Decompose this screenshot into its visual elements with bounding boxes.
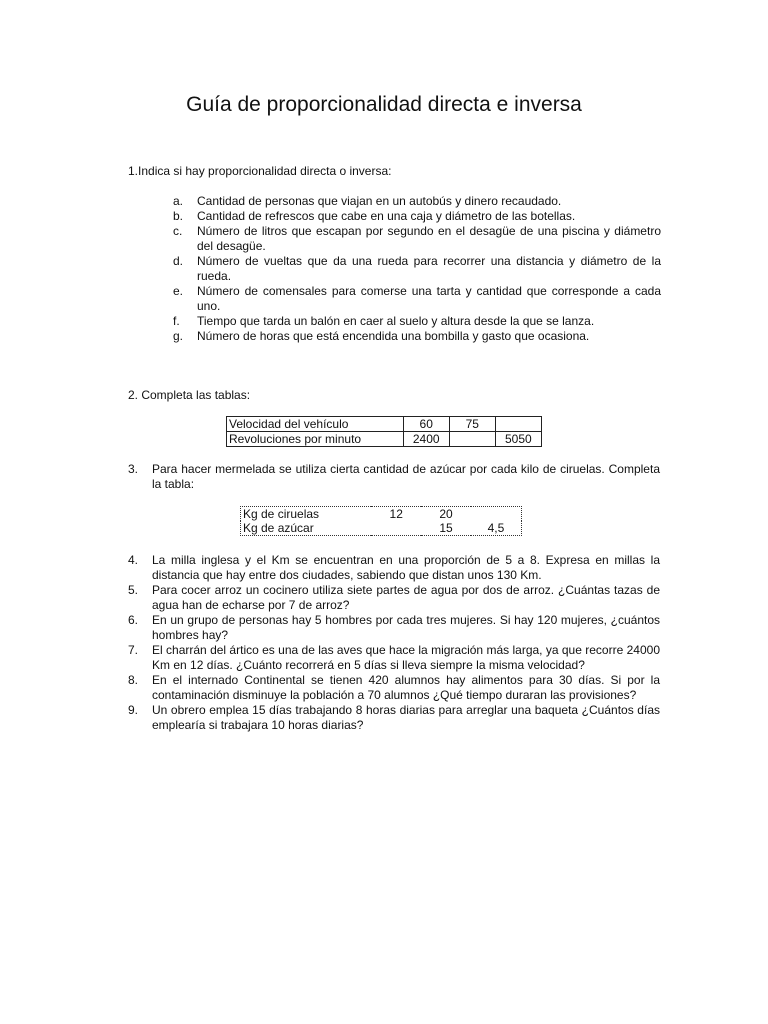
item-text: Número de horas que está encendida una bombilla y gasto que ocasiona. [197, 329, 590, 343]
item-number: 7. [128, 643, 139, 657]
item-text: Para hacer mermelada se utiliza cierta cantidad de azúcar por cada kilo de ciruelas. Completa la tabla: [152, 462, 660, 491]
item-text: En el internado Continental se tienen 420 alumnos hay alimentos para 30 días. Si por la contaminación disminuye la población a 70 alumnos ¿Qué tiempo duraran las provisiones? [152, 673, 660, 702]
list-item [128, 583, 660, 613]
table-row [227, 417, 542, 432]
row-label: Revoluciones por minuto [227, 432, 404, 447]
question-1-heading: 1.Indica si hay proporcionalidad directa o inversa: [128, 164, 392, 178]
plums-sugar-table [240, 506, 522, 536]
list-item [173, 194, 661, 209]
list-item [128, 613, 660, 643]
item-number: 6. [128, 613, 139, 627]
item-text: Cantidad de personas que viajan en un autobús y dinero recaudado. [197, 194, 562, 208]
list-item [173, 254, 661, 284]
item-letter: d. [173, 254, 184, 268]
table-cell: 60 [403, 417, 449, 432]
table-cell [495, 417, 541, 432]
item-letter: e. [173, 284, 184, 298]
item-text: Cantidad de refrescos que cabe en una caja y diámetro de las botellas. [197, 209, 576, 223]
table-cell [371, 521, 421, 536]
item-text: Tiempo que tarda un balón en caer al suelo y altura desde la que se lanza. [197, 314, 595, 328]
item-letter: c. [173, 224, 183, 238]
problems-list [128, 553, 660, 733]
table-cell: 20 [439, 507, 453, 521]
page-title: Guía de proporcionalidad directa e inversa [186, 93, 582, 116]
item-text: Para cocer arroz un cocinero utiliza siete partes de agua por dos de arroz. ¿Cuántas tazas de agua han de echarse por 7 de arroz? [152, 583, 660, 612]
table-cell [471, 507, 522, 522]
item-letter: a. [173, 194, 184, 208]
item-letter: g. [173, 329, 184, 343]
question-3 [128, 462, 660, 492]
item-letter: b. [173, 209, 184, 223]
table-cell: 12 [389, 507, 403, 521]
item-letter: f. [173, 314, 180, 328]
table-cell: 15 [439, 521, 453, 535]
item-text: Un obrero emplea 15 días trabajando 8 horas diarias para arreglar una baqueta ¿Cuántos días emplearía si trabajara 10 horas diarias? [152, 703, 660, 732]
list-item [128, 673, 660, 703]
list-item [128, 703, 660, 733]
table-row [227, 432, 542, 447]
list-item [173, 284, 661, 314]
item-number: 4. [128, 553, 139, 567]
list-item [173, 224, 661, 254]
item-number: 8. [128, 673, 139, 687]
item-number: 9. [128, 703, 139, 717]
item-text: En un grupo de personas hay 5 hombres por cada tres mujeres. Si hay 120 mujeres, ¿cuántos hombres hay? [152, 613, 660, 642]
list-item [173, 209, 661, 224]
item-text: El charrán del ártico es una de las aves que hace la migración más larga, ya que recorre 24000 Km en 12 días. ¿Cuánto recorrerá en 5 días si lleva siempre la misma velocidad? [152, 643, 660, 672]
row-label: Kg de ciruelas [243, 507, 320, 521]
item-number: 3. [128, 462, 139, 476]
question-1-list [173, 194, 661, 344]
list-item [173, 329, 661, 344]
table-row [241, 521, 522, 536]
item-text: La milla inglesa y el Km se encuentran en una proporción de 5 a 8. Expresa en millas la distancia que hay entre dos ciudades, sabiendo que distan unos 130 Km. [152, 553, 660, 582]
item-text: Número de vueltas que da una rueda para recorrer una distancia y diámetro de la rueda. [197, 254, 661, 283]
speed-revolutions-table [226, 416, 542, 447]
list-item [173, 314, 661, 329]
table-cell: 75 [449, 417, 495, 432]
list-item [128, 643, 660, 673]
row-label: Kg de azúcar [243, 521, 314, 535]
question-2-heading: 2. Completa las tablas: [128, 388, 251, 402]
item-text: Número de comensales para comerse una tarta y cantidad que corresponde a cada uno. [197, 284, 661, 313]
table-cell [449, 432, 495, 447]
list-item [128, 462, 660, 492]
item-number: 5. [128, 583, 139, 597]
row-label: Velocidad del vehículo [227, 417, 404, 432]
table-cell: 5050 [495, 432, 541, 447]
table-row [241, 507, 522, 522]
list-item [128, 553, 660, 583]
table-cell: 4,5 [487, 521, 505, 535]
table-cell: 2400 [403, 432, 449, 447]
item-text: Número de litros que escapan por segundo en el desagüe de una piscina y diámetro del desagüe. [197, 224, 661, 253]
